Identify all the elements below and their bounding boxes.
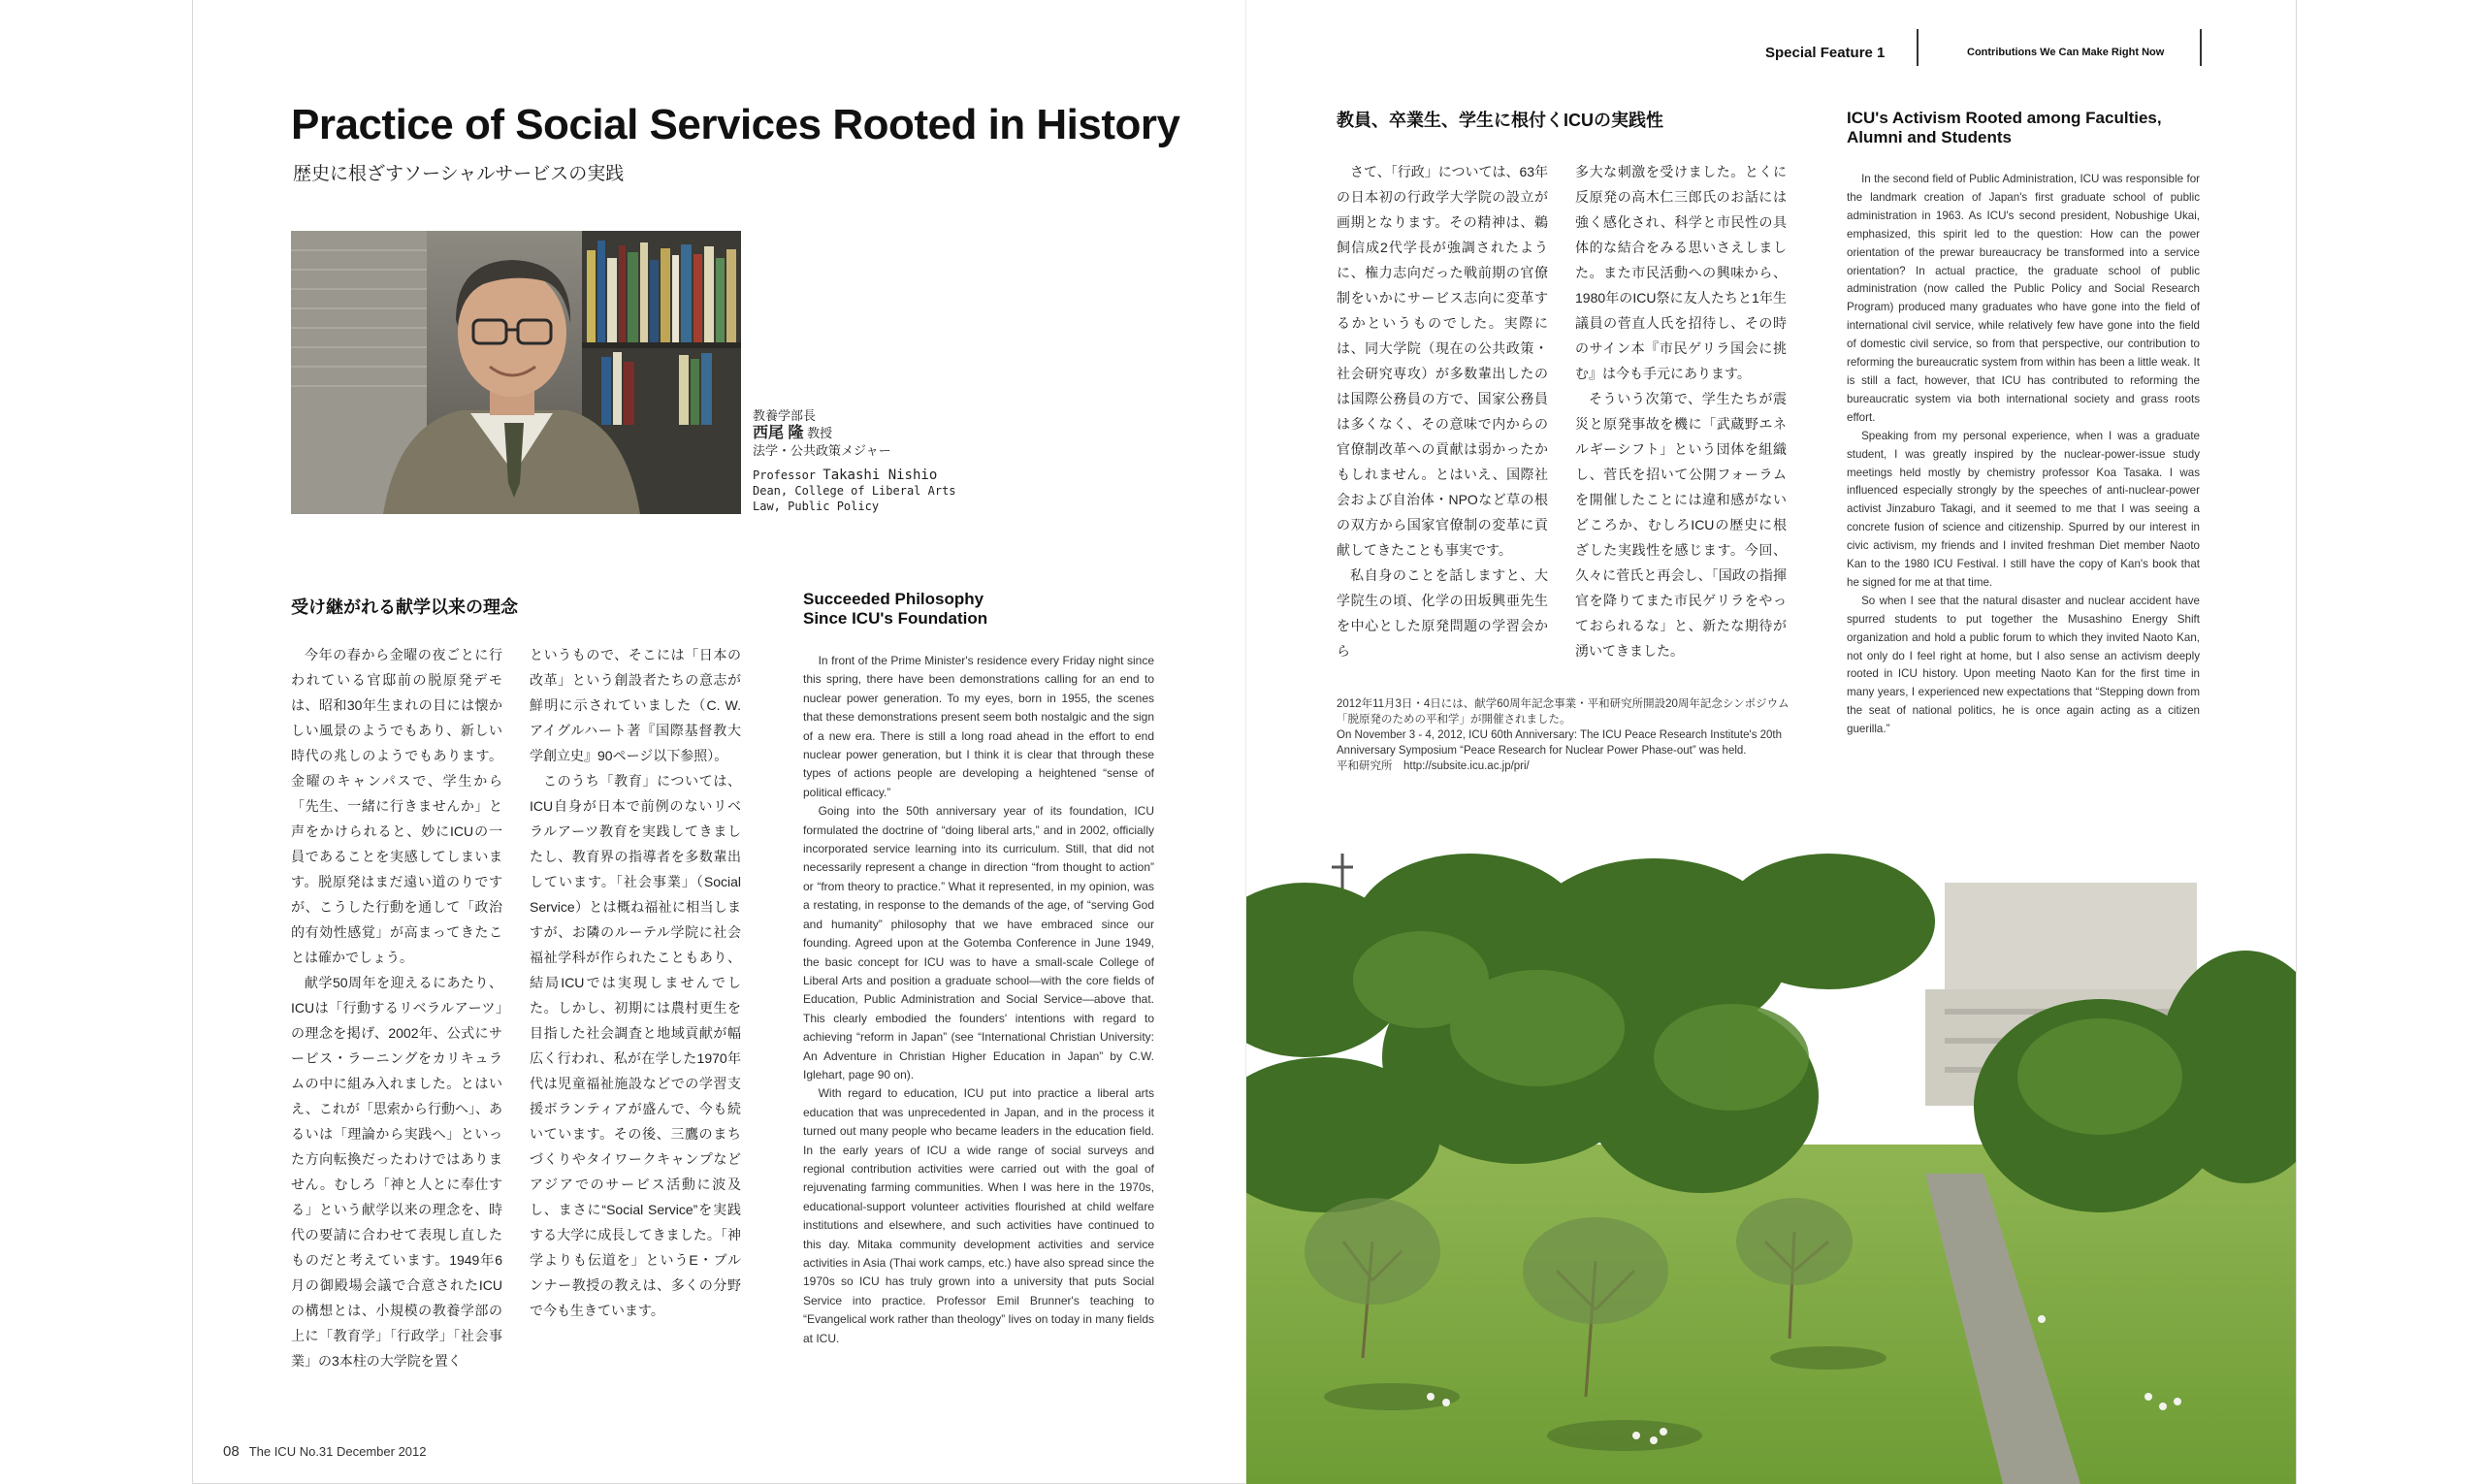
section2-en-paragraph: In the second field of Public Administration, ICU was responsible for the landmark creation of Japan's first graduate school of public administration in 1963. As ICU's second president, Nobushige Ukai, emphasized, this spirit led to the question: How can the power orientation of the prewar bureaucracy be transformed into a service orientation? In actual practice, the graduate school of public administration (now called the Public Policy and Social Research Program) produced many graduates who have gone into the field of international civil service, while relatively few have gone into the field of domestic civil service, so from that perspective, our contribution to reforming the bureaucratic system from within has been a little weak. It is still a fact, however, that ICU has contributed to reforming the bureaucratic system via both international society and grass roots effort. (1847, 173, 2200, 424)
caption-name-en-prefix: Professor (753, 468, 817, 482)
caption-role-jp: 教養学部長 (753, 408, 817, 423)
section1-en-paragraph: Going into the 50th anniversary year of its foundation, ICU formulated the doctrine of “doing liberal arts,” and in 2002, officially incorporated service learning into its curriculum. Still, that did not necessarily represent a change in direction “from thought to action” or “from theory to practice.” What it represented, in my opinion, was a restating, in response to the demands of the age, of “serving God and humanity” philosophy that we have embraced since our founding. Agreed upon at the Gotemba Conference in June 1949, the basic concept for ICU was to have a small-scale College of Liberal Arts and position a graduate school—with the core fields of Education, Public Administration and Social Service—above that. This clearly embodied the founders' intentions with regard to achieving “reform in Japan” (see “International Christian University: An Adventure in Christian Higher Education in Japan” by C.W. Iglehart, page 90 on). (803, 804, 1154, 1081)
section2-en-column (1847, 171, 2200, 739)
header-divider (1917, 29, 1919, 66)
article-subtitle-jp: 歴史に根ざすソーシャルサービスの実践 (293, 164, 625, 184)
section1-heading-en-line1: Succeeded Philosophy (803, 590, 984, 608)
caption-name-en: Takashi Nishio (822, 468, 938, 483)
caption-title-jp: 教授 (807, 426, 833, 440)
portrait-illustration (291, 231, 741, 514)
section1-en-paragraph: With regard to education, ICU put into practice a liberal arts education that was unprecedented in Japan, and in the process it turned out many people who became leaders in the education field. In the early years of ICU a wide range of social surveys and regional contribution activities were carried out with the goal of rejuvenating farming communities. When I was here in the 1970s, educational-support volunteer activities flourished at child welfare institutions and elsewhere, and such activities have continued to this day. Mitaka community development activities and service activities in Asia (Thai work camps, etc.) have also spread since the 1970s so ICU has truly grown into a university that puts Social Service into practice. Professor Emil Brunner's teaching to “Evangelical work rather than theology” lives on today in many fields at ICU. (803, 1086, 1154, 1345)
note-link[interactable]: 平和研究所 http://subsite.icu.ac.jp/pri/ (1337, 760, 1530, 772)
note-line-jp: 2012年11月3日・4日には、献学60周年記念事業・平和研究所開設20周年記念シンポジウム「脱原発のための平和学」が開催されました。 (1337, 698, 1790, 726)
page-footer (223, 1443, 427, 1460)
caption-major-jp: 法学・公共政策メジャー (753, 443, 891, 458)
section1-jp-paragraph: このうち「教育」については、ICU自身が日本で前例のないリベラルアーツ教育を実践してきましたし、教育界の指導者を多数輩出しています。「社会事業」（Social Service）とは概ね福祉に相当しますが、お隣のルーテル学院に社会福祉学科が作られたこともあり、結局ICUでは実現しませんでした。しかし、初期には農村更生を目指した社会調査と地域貢献が幅広く行われ、私が在学した1970年代は児童福祉施設などでの学習支援ボランティアが盛んで、今も続いています。その後、三鷹のまちづくりやタイワークキャンプなどアジアでのサービス活動に波及し、まさに“Social Service”を実践する大学に成長してきました。「神学よりも伝道を」というE・ブルンナー教授の教えは、多くの分野で今も生きています。 (530, 773, 741, 1318)
section1-heading-en (803, 590, 987, 629)
note-line-en: On November 3 - 4, 2012, ICU 60th Anniversary: The ICU Peace Research Institute's 20th Anniversary Symposium “Peace Research for Nuclear Power Phase-out” was held. (1337, 729, 1783, 757)
section1-heading-en-line2: Since ICU's Foundation (803, 609, 988, 628)
header-divider (2200, 29, 2202, 66)
section1-heading-jp: 受け継がれる献学以来の理念 (291, 597, 518, 617)
portrait-caption (753, 407, 956, 514)
section2-en-paragraph: So when I see that the natural disaster and nuclear accident have spurred students to put together the Musashino Energy Shift organization and hold a public forum to which they invited Naoto Kan, not only do I feel right at home, but I also sense an activism deeply rooted in ICU history. Upon meeting Naoto Kan for the first time in many years, I experienced new expectations that “Stepping down from the seat of national politics, he is once again acting as a citizen guerilla.” (1847, 594, 2200, 736)
section2-jp-paragraph: 私自身のことを話しますと、大学院生の頃、化学の田坂興亜先生を中心とした原発問題の学習会から (1337, 567, 1548, 659)
section2-jp-paragraph: 多大な刺激を受けました。とくに反原発の高木仁三郎氏のお話には強く感化され、科学と市民性の具体的な結合をみる思いさえしました。また市民活動への興味から、1980年のICU祭に友人たちと1年生議員の菅直人氏を招待し、その時のサイン本『市民ゲリラ国会に挑む』は今も手元にあります。 (1575, 164, 1787, 381)
section1-jp-paragraph: 今年の春から金曜の夜ごとに行われている官邸前の脱原発デモは、昭和30年生まれの目には懐かしい風景のようでもあり、新しい時代の兆しのようでもあります。金曜のキャンパスで、学生から「先生、一緒に行きませんか」と声をかけられると、妙にICUの一員であることを実感してしまいます。脱原発はまだ遠い道のりですが、こうした行動を通して「政治的有効性感覚」が高まってきたことは確かでしょう。 (291, 647, 502, 965)
section1-jp-paragraph: 献学50周年を迎えるにあたり、ICUは「行動するリベラルアーツ」の理念を掲げ、2002年、公式にサービス・ラーニングをカリキュラムの中に組み入れました。とはいえ、これが「思索から行動へ」、あるいは「理論から実践へ」といった方向転換だったわけではありません。むしろ「神と人とに奉仕する」という献学以来の理念を、時代の要請に合わせて表現し直したものだと考えています。1949年6月の御殿場会議で合意されたICUの構想とは、小規模の教養学部の上に「教育学」「行政学」「社会事業」の3本柱の大学院を置く (291, 975, 502, 1369)
section2-heading-en (1847, 109, 2162, 147)
page-number: 08 (223, 1443, 240, 1460)
professor-portrait-photo (291, 231, 741, 514)
section-label: Contributions We Can Make Right Now (1967, 47, 2165, 58)
campus-aerial-photo (1246, 854, 2296, 1484)
section1-jp-column-1 (291, 642, 502, 1373)
caption-major-en: Law, Public Policy (753, 500, 880, 513)
caption-role-en: Dean, College of Liberal Arts (753, 484, 956, 498)
section1-en-column (803, 652, 1154, 1348)
section2-jp-column-1 (1337, 159, 1548, 663)
feature-label: Special Feature 1 (1765, 44, 1886, 61)
section2-heading-en-line2: Alumni and Students (1847, 128, 2012, 146)
issue-label: The ICU No.31 December 2012 (248, 1444, 427, 1459)
section2-heading-jp: 教員、卒業生、学生に根付くICUの実践性 (1337, 111, 1663, 130)
symposium-note (1337, 696, 1792, 774)
section2-en-paragraph: Speaking from my personal experience, when I was a graduate student, I was greatly inspired by the nuclear-power-issue study meetings held mostly by chemistry professor Koa Tasaka. I was influenced especially strongly by the speeches of anti-nuclear-power activist Jinzaburo Takagi, and it seemed to me that I was seeing a concrete fusion of science and citizenship. Spurred by our interest in civic activism, my friends and I invited freshman Diet member Naoto Kan to the 1980 ICU Festival. I still have the copy of Kan's book that he signed for me at that time. (1847, 429, 2200, 589)
section2-jp-paragraph: そういう次第で、学生たちが震災と原発事故を機に「武蔵野エネルギーシフト」という団体を組織し、菅氏を招いて公開フォーラムを開催したことには違和感がないどころか、むしろICUの歴史に根ざした実践性を感じます。今回、久々に菅氏と再会し、「国政の指揮官を降りてまた市民ゲリラをやっておられるな」と、新たな期待が湧いてきました。 (1575, 391, 1787, 659)
caption-name-jp: 西尾 隆 (753, 425, 804, 441)
section2-heading-en-line1: ICU's Activism Rooted among Faculties, (1847, 109, 2162, 127)
section1-jp-paragraph: というもので、そこには「日本の改革」という創設者たちの意志が鮮明に示されていました（C. W. アイグルハート著『国際基督教大学創立史』90ページ以下参照）。 (530, 647, 741, 763)
section1-jp-column-2 (530, 642, 741, 1323)
section2-jp-column-2 (1575, 159, 1787, 663)
section1-en-paragraph: In front of the Prime Minister's residence every Friday night since this spring, there have been demonstrations calling for an end to nuclear power generation. To my eyes, born in 1955, the scenes that these demonstrations present seem both nostalgic and the sign of a new era. There is still a long road ahead in the effort to end nuclear power generation, but I think it is clear that through these types of actions people are developing a heightened “sense of political efficacy.” (803, 654, 1154, 799)
article-title: Practice of Social Services Rooted in History (291, 101, 1180, 148)
section2-jp-paragraph: さて、「行政」については、63年の日本初の行政学大学院の設立が画期となります。その精神は、鵜飼信成2代学長が強調されたように、権力志向だった戦前期の官僚制をいかにサービス志向に変革するかというものでした。実際には、同大学院（現在の公共政策・社会研究専攻）が多数輩出したのは国際公務員の方で、国家公務員は多くなく、その意味で内からの官僚制改革への貢献は弱かったかもしれません。とはいえ、国際社会および自治体・NPOなど草の根の双方から国家官僚制の変革に貢献してきたことも事実です。 (1337, 164, 1549, 558)
campus-illustration (1246, 854, 2296, 1484)
